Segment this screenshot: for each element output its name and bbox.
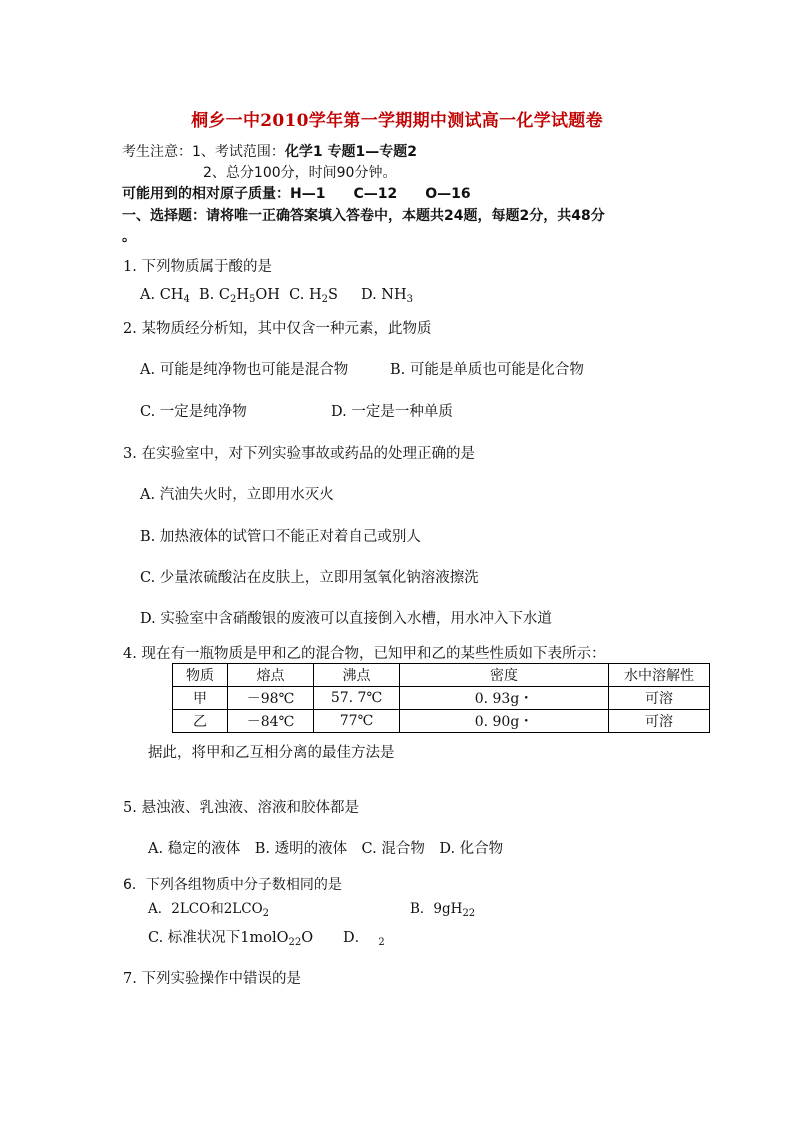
table-cell: －84℃ — [228, 710, 314, 733]
table-header-cell: 密度 — [400, 664, 609, 687]
question-5-stem: 5. 悬浊液、乳浊液、溶液和胶体都是 — [123, 800, 359, 816]
properties-table — [172, 663, 710, 733]
q6-option-b-sub: 22 — [462, 908, 476, 919]
q6-option-c — [148, 926, 313, 947]
table-cell: 可溶 — [609, 687, 710, 710]
table-row — [173, 687, 710, 710]
q1-option-c-end: S — [328, 287, 338, 303]
question-4-stem: 4. 现在有一瓶物质是甲和乙的混合物，已知甲和乙的某些性质如下表所示： — [123, 646, 606, 662]
section1-tail: 。 — [122, 229, 136, 245]
question-1-stem: 1. 下列物质属于酸的是 — [123, 259, 272, 275]
q1-option-a-sub: 4 — [183, 294, 190, 305]
table-header-cell: 水中溶解性 — [609, 664, 710, 687]
table-header-row — [173, 664, 710, 687]
notice-item1-scope: 化学1 专题1—专题2 — [284, 144, 418, 160]
question-6-stem: 6．下列各组物质中分子数相同的是 — [123, 877, 342, 893]
q1-option-b-end: OH — [255, 287, 280, 303]
q6-option-c-end: O — [301, 930, 314, 946]
table-cell: 57. 7℃ — [314, 687, 400, 710]
q6-option-a-text: A．2LCO和2LCO — [148, 901, 263, 917]
section1-heading: 一、选择题：请将唯一正确答案填入答卷中，本题共24题，每题2分，共48分 — [122, 208, 605, 224]
q5-options: A. 稳定的液体 B. 透明的液体 C. 混合物 D. 化合物 — [148, 841, 504, 857]
table-header-cell: 熔点 — [228, 664, 314, 687]
table-row — [173, 710, 710, 733]
question-4-follow: 据此，将甲和乙互相分离的最佳方法是 — [148, 745, 395, 761]
table-header-cell: 物质 — [173, 664, 228, 687]
q6-option-a — [148, 897, 269, 917]
q1-option-d: D. NH — [360, 287, 407, 303]
q6-option-a-sub: 2 — [262, 908, 270, 919]
q2-option-a: A. 可能是纯净物也可能是混合物 — [140, 362, 349, 378]
notice-line-1 — [122, 141, 417, 161]
q1-option-a: A. CH — [140, 287, 184, 303]
table-cell: 乙 — [173, 710, 228, 733]
page-title: 桐乡一中2010学年第一学期期中测试高一化学试题卷 — [191, 111, 603, 131]
q6-option-d-sub: 2 — [378, 937, 385, 948]
q1-option-b: B. C — [199, 287, 230, 303]
notice-item1-prefix: 1、考试范围： — [192, 144, 285, 160]
table-cell: 0. 93g・ — [400, 687, 609, 710]
table-cell: －98℃ — [228, 687, 314, 710]
table-cell: 77℃ — [314, 710, 400, 733]
q1-option-c: C. H — [289, 287, 322, 303]
question-1-options — [140, 287, 413, 303]
q1-option-b-sub2: 5 — [249, 294, 256, 305]
q6-option-c-text: C. 标准状况下1molO — [148, 930, 289, 946]
table-cell: 甲 — [173, 687, 228, 710]
q6-option-b-text: B．9gH — [410, 901, 463, 917]
q6-option-d — [343, 926, 385, 947]
notice-item2: 2、总分100分，时间90分钟。 — [203, 165, 397, 181]
q6-option-c-sub: 22 — [288, 937, 302, 948]
q1-option-d-sub: 3 — [406, 294, 414, 305]
table-cell: 0. 90g・ — [400, 710, 609, 733]
q6-option-b — [410, 897, 475, 917]
q1-option-b-sub1: 2 — [230, 294, 237, 305]
q2-option-b: B. 可能是单质也可能是化合物 — [390, 362, 584, 378]
q1-option-b-mid: H — [236, 287, 250, 303]
table-cell: 可溶 — [609, 710, 710, 733]
q3-option-a: A. 汽油失火时，立即用水灭火 — [140, 487, 334, 503]
question-2-stem: 2. 某物质经分析知，其中仅含一种元素，此物质 — [123, 321, 432, 337]
notice-label: 考生注意： — [122, 144, 192, 160]
atomic-mass-line: 可能用到的相对原子质量：H—1 C—12 O—16 — [122, 186, 471, 202]
q3-option-b: B. 加热液体的试管口不能正对着自己或别人 — [140, 529, 421, 545]
q6-option-d-text: D． — [343, 930, 370, 946]
table-header-cell: 沸点 — [314, 664, 400, 687]
q2-option-c: C. 一定是纯净物 — [140, 404, 247, 420]
q2-option-d: D. 一定是一种单质 — [331, 404, 453, 420]
question-7-stem: 7. 下列实验操作中错误的是 — [123, 971, 301, 987]
question-3-stem: 3. 在实验室中，对下列实验事故或药品的处理正确的是 — [123, 446, 475, 462]
q3-option-c: C. 少量浓硫酸沾在皮肤上，立即用氢氧化钠溶液擦洗 — [140, 570, 479, 586]
q3-option-d: D. 实验室中含硝酸银的废液可以直接倒入水槽，用水冲入下水道 — [140, 611, 552, 627]
q1-option-c-sub: 2 — [321, 294, 328, 305]
